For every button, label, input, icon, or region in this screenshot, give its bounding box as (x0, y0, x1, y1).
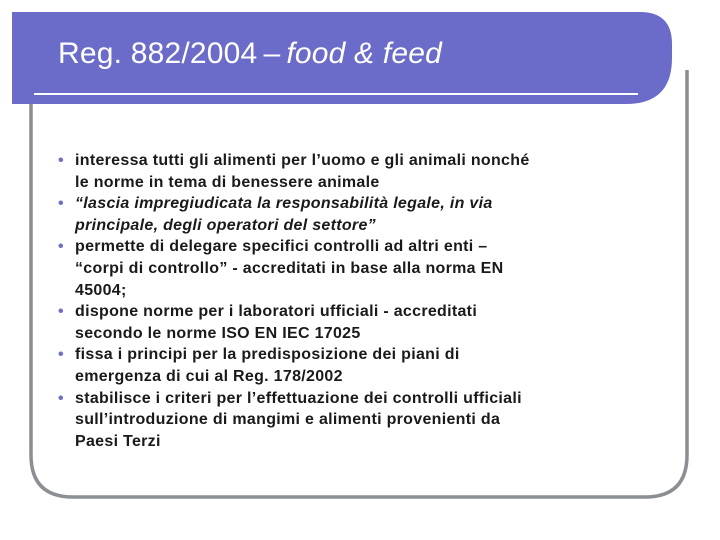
title-main: Reg. 882/2004 (58, 37, 258, 70)
slide-title (58, 34, 442, 74)
bullet-item (58, 388, 658, 453)
bullet-item (58, 344, 658, 387)
bullet-text-line: principale, degli operatori del settore” (75, 216, 376, 234)
bullet-item (58, 301, 658, 344)
bullet-item (58, 150, 658, 193)
bullet-text-line: interessa tutti gli alimenti per l’uomo e gli animali nonché (75, 152, 530, 169)
bullet-marker: • (58, 303, 64, 321)
bullet-text-line: Paesi Terzi (75, 432, 161, 450)
bullet-text-line: dispone norme per i laboratori ufficiali - accreditati (75, 303, 478, 321)
bullet-marker: • (58, 238, 64, 256)
bullet-text-line: stabilisce i criteri per l’effettuazione dei controlli ufficiali (75, 389, 522, 407)
bullet-text-line: “corpi di controllo” - accreditati in base alla norma EN (75, 259, 504, 277)
bullet-marker: • (58, 346, 64, 364)
bullet-list (58, 150, 658, 452)
bullet-text-line: fissa i principi per la predisposizione dei piani di (75, 346, 460, 364)
bullet-item (58, 193, 658, 236)
bullet-marker: • (58, 152, 64, 169)
bullet-text-line: le norme in tema di benessere animale (75, 173, 380, 191)
bullet-text-line: permette di delegare specifici controlli ad altri enti – (75, 238, 488, 256)
bullet-marker: • (58, 389, 64, 407)
bullet-text-line: secondo le norme ISO EN IEC 17025 (75, 324, 361, 342)
bullet-text-line: 45004; (75, 281, 127, 299)
bullet-text-line: emergenza di cui al Reg. 178/2002 (75, 367, 343, 385)
bullet-text-line: “lascia impregiudicata la responsabilità legale, in via (75, 195, 493, 213)
title-separator: – (263, 37, 281, 70)
bullet-text-line: sull’introduzione di mangimi e alimenti provenienti da (75, 411, 501, 429)
bullet-marker: • (58, 195, 64, 213)
bullet-item (58, 236, 658, 301)
title-italic: food & feed (286, 37, 442, 70)
